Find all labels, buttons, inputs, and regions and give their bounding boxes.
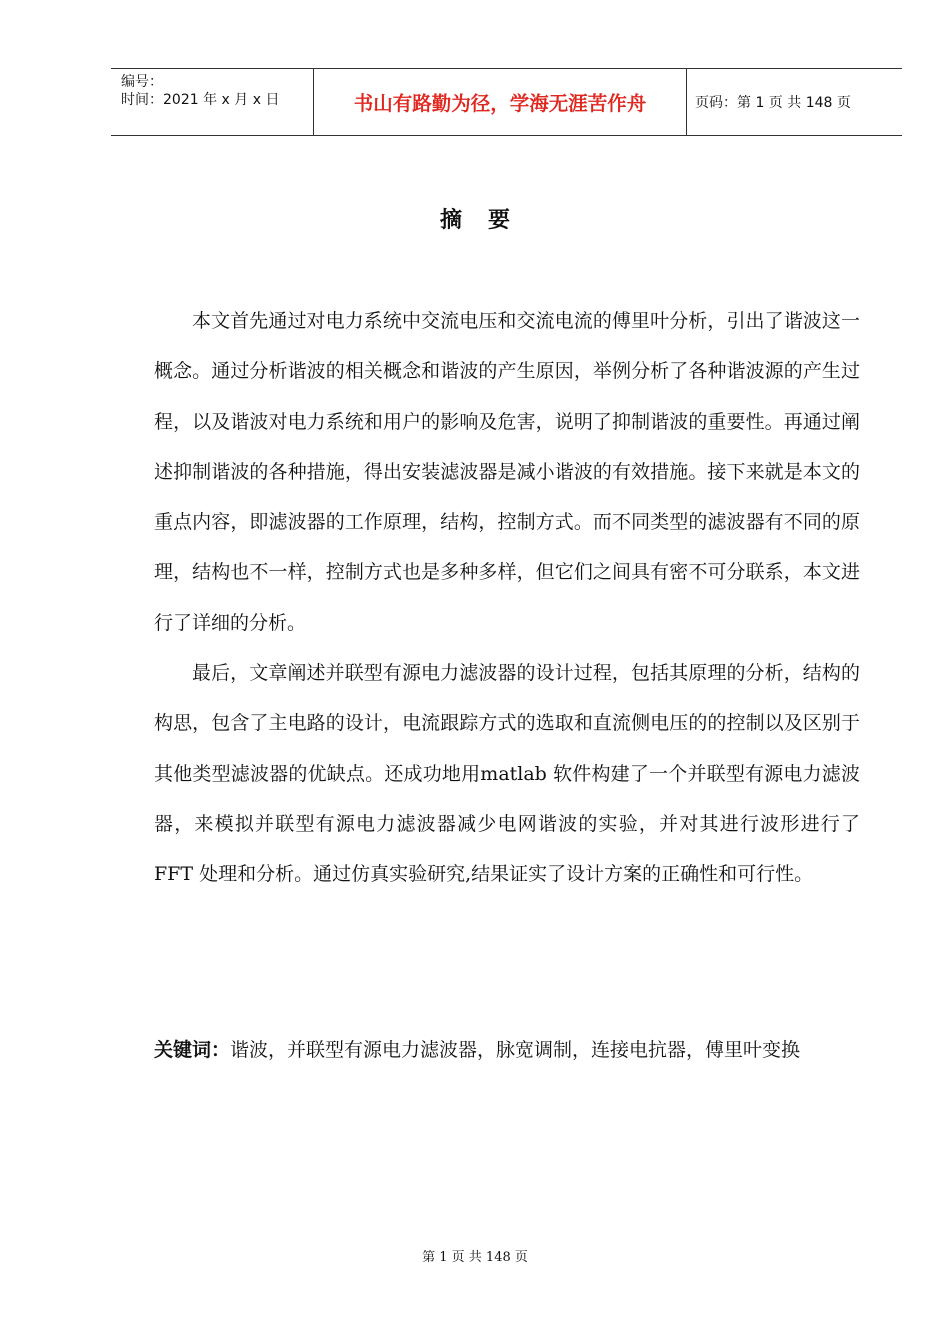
document-time: 时间：2021 年 x 月 x 日 bbox=[121, 92, 280, 108]
header-meta bbox=[111, 69, 314, 135]
header-motto: 书山有路勤为径，学海无涯苦作舟 bbox=[314, 69, 687, 135]
document-number-label: 编号： bbox=[121, 74, 163, 90]
abstract-body bbox=[154, 296, 860, 900]
header-page-info: 页码：第 1 页 共 148 页 bbox=[695, 95, 851, 111]
abstract-title: 摘要 bbox=[439, 208, 536, 233]
keywords-text: 谐波，并联型有源电力滤波器，脉宽调制，连接电抗器，傅里叶变换 bbox=[230, 1039, 801, 1061]
page-footer: 第 1 页 共 148 页 bbox=[422, 1250, 528, 1265]
page-header bbox=[111, 68, 902, 136]
keywords-label: 关键词： bbox=[154, 1039, 231, 1061]
abstract-paragraph-2: 最后，文章阐述并联型有源电力滤波器的设计过程，包括其原理的分析，结构的构思，包含了主电路的设计，电流跟踪方式的选取和直流侧电压的的控制以及区别于其他类型滤波器的优缺点。还成功地用matlab 软件构建了一个并联型有源电力滤波器，来模拟并联型有源电力滤波器减少电网谐波的实验，并对其进行波形进行了 FFT 处理和分析。通过仿真实验研究,结果证实了设计方案的正确性和可行性。 bbox=[154, 662, 860, 886]
keywords-section bbox=[154, 1030, 860, 1070]
abstract-paragraph-1: 本文首先通过对电力系统中交流电压和交流电流的傅里叶分析，引出了谐波这一概念。通过分析谐波的相关概念和谐波的产生原因，举例分析了各种谐波源的产生过程，以及谐波对电力系统和用户的影响及危害，说明了抑制谐波的重要性。再通过阐述抑制谐波的各种措施，得出安装滤波器是减小谐波的有效措施。接下来就是本文的重点内容，即滤波器的工作原理，结构，控制方式。而不同类型的滤波器有不同的原理，结构也不一样，控制方式也是多种多样，但它们之间具有密不可分联系，本文进行了详细的分析。 bbox=[154, 310, 860, 634]
